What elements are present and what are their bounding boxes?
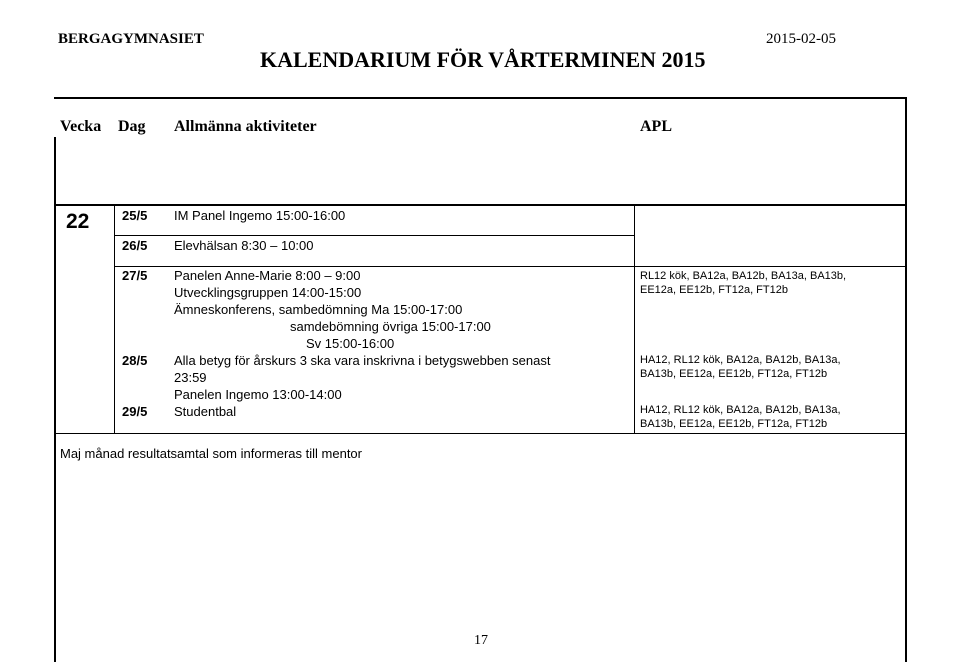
document-date: 2015-02-05: [766, 31, 836, 47]
apl-line: HA12, RL12 kök, BA12a, BA12b, BA13a,: [640, 404, 841, 416]
monthly-note: Maj månad resultatsamtal som informeras till mentor: [60, 446, 362, 461]
activity-line: Elevhälsan 8:30 – 10:00: [174, 238, 314, 253]
grid-line: [114, 235, 634, 236]
activity-line: 23:59: [174, 370, 207, 385]
activity-line: Panelen Anne-Marie 8:00 – 9:00: [174, 268, 361, 283]
day-date: 26/5: [122, 238, 148, 253]
day-date: 28/5: [122, 353, 148, 368]
apl-groups: [640, 353, 890, 381]
grid-line: [634, 206, 635, 434]
column-header-day: Dag: [118, 118, 146, 135]
apl-line: HA12, RL12 kök, BA12a, BA12b, BA13a,: [640, 354, 841, 366]
activity-line: samdebömning övriga 15:00-17:00: [290, 319, 491, 334]
apl-groups: [640, 269, 890, 297]
apl-groups: [640, 403, 890, 431]
week-number: 22: [66, 210, 90, 233]
page-number: 17: [474, 633, 488, 648]
apl-line: BA13b, EE12a, EE12b, FT12a, FT12b: [640, 368, 828, 380]
day-date: 29/5: [122, 404, 148, 419]
activity-line: Ämneskonferens, sambedömning Ma 15:00-17:00: [174, 302, 463, 317]
grid-line: [114, 266, 905, 267]
activity-line: Sv 15:00-16:00: [306, 336, 395, 351]
activity-line: Studentbal: [174, 404, 237, 419]
grid-line: [54, 433, 905, 434]
apl-line: EE12a, EE12b, FT12a, FT12b: [640, 284, 788, 296]
activity-line: Utvecklingsgruppen 14:00-15:00: [174, 285, 362, 300]
column-header-week: Vecka: [60, 118, 102, 135]
activity-line: Alla betyg för årskurs 3 ska vara inskrivna i betygswebben senast: [174, 353, 551, 368]
school-name: BERGAGYMNASIET: [58, 31, 204, 47]
activity-line: Panelen Ingemo 13:00-14:00: [174, 387, 342, 402]
apl-line: BA13b, EE12a, EE12b, FT12a, FT12b: [640, 418, 828, 430]
page-title: KALENDARIUM FÖR VÅRTERMINEN 2015: [260, 47, 706, 72]
activity-line: IM Panel Ingemo 15:00-16:00: [174, 208, 346, 223]
day-date: 27/5: [122, 268, 148, 283]
grid-line: [114, 206, 115, 434]
column-header-apl: APL: [640, 118, 672, 135]
column-header-activities: Allmänna aktiviteter: [174, 118, 317, 135]
apl-line: RL12 kök, BA12a, BA12b, BA13a, BA13b,: [640, 270, 847, 282]
day-date: 25/5: [122, 208, 148, 223]
